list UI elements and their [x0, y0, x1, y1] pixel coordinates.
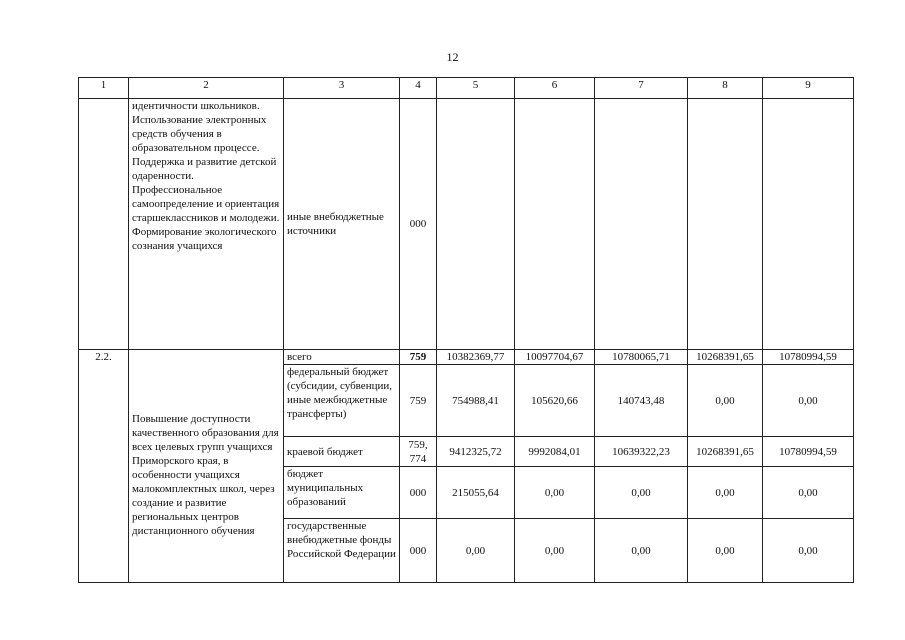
row-number-cell	[79, 99, 129, 350]
value-cell	[688, 99, 763, 350]
funding-source: краевой бюджет	[284, 437, 400, 467]
item-description: Повышение доступности качественного образования для всех целевых групп учащихся Приморского края, в особенности учащихся малокомплектных школ, через создание и развитие региональных центров дистанционного обучения	[129, 350, 284, 583]
code-cell: 759	[400, 350, 437, 365]
page-number: 12	[446, 50, 459, 64]
table-header-row	[79, 78, 854, 99]
table-row-continued	[79, 99, 854, 350]
value-cell: 0,00	[515, 519, 595, 583]
funding-source: государственные внебюджетные фонды Российской Федерации	[284, 519, 400, 583]
value-cell: 0,00	[688, 365, 763, 437]
code-cell: 759, 774	[400, 437, 437, 467]
value-cell: 9412325,72	[437, 437, 515, 467]
value-cell: 10268391,65	[688, 350, 763, 365]
value-cell: 0,00	[595, 519, 688, 583]
code-cell: 000	[400, 99, 437, 350]
funding-source: федеральный бюджет (субсидии, субвенции, иные межбюджетные трансферты)	[284, 365, 400, 437]
header-cell: 7	[595, 78, 688, 99]
header-cell: 2	[129, 78, 284, 99]
header-cell: 4	[400, 78, 437, 99]
value-cell: 215055,64	[437, 467, 515, 519]
value-cell: 10639322,23	[595, 437, 688, 467]
value-cell: 0,00	[437, 519, 515, 583]
value-cell: 754988,41	[437, 365, 515, 437]
value-cell: 10097704,67	[515, 350, 595, 365]
header-cell: 3	[284, 78, 400, 99]
value-cell: 0,00	[515, 467, 595, 519]
value-cell	[437, 99, 515, 350]
header-cell: 6	[515, 78, 595, 99]
value-cell: 10268391,65	[688, 437, 763, 467]
value-cell: 10780994,59	[763, 437, 854, 467]
code-cell: 759	[400, 365, 437, 437]
value-cell: 0,00	[688, 519, 763, 583]
value-cell	[595, 99, 688, 350]
item-number: 2.2.	[79, 350, 129, 583]
header-cell: 1	[79, 78, 129, 99]
funding-source: иные внебюджетные источники	[284, 99, 400, 350]
value-cell: 10382369,77	[437, 350, 515, 365]
budget-table	[78, 77, 854, 583]
value-cell: 9992084,01	[515, 437, 595, 467]
table-row	[79, 350, 854, 365]
value-cell: 0,00	[595, 467, 688, 519]
funding-source: бюджет муниципальных образований	[284, 467, 400, 519]
funding-source: всего	[284, 350, 400, 365]
value-cell	[763, 99, 854, 350]
header-cell: 9	[763, 78, 854, 99]
value-cell: 0,00	[763, 467, 854, 519]
header-cell: 8	[688, 78, 763, 99]
value-cell: 105620,66	[515, 365, 595, 437]
value-cell: 0,00	[763, 519, 854, 583]
value-cell	[515, 99, 595, 350]
value-cell: 10780994,59	[763, 350, 854, 365]
value-cell: 10780065,71	[595, 350, 688, 365]
code-cell: 000	[400, 467, 437, 519]
header-cell: 5	[437, 78, 515, 99]
value-cell: 0,00	[688, 467, 763, 519]
value-cell: 0,00	[763, 365, 854, 437]
row-description: идентичности школьников. Использование электронных средств обучения в образовательном процессе. Поддержка и развитие детской одаренности. Профессиональное самоопределение и ориентация старшеклассников и молодежи. Формирование экологического сознания учащихся	[129, 99, 284, 350]
value-cell: 140743,48	[595, 365, 688, 437]
code-cell: 000	[400, 519, 437, 583]
